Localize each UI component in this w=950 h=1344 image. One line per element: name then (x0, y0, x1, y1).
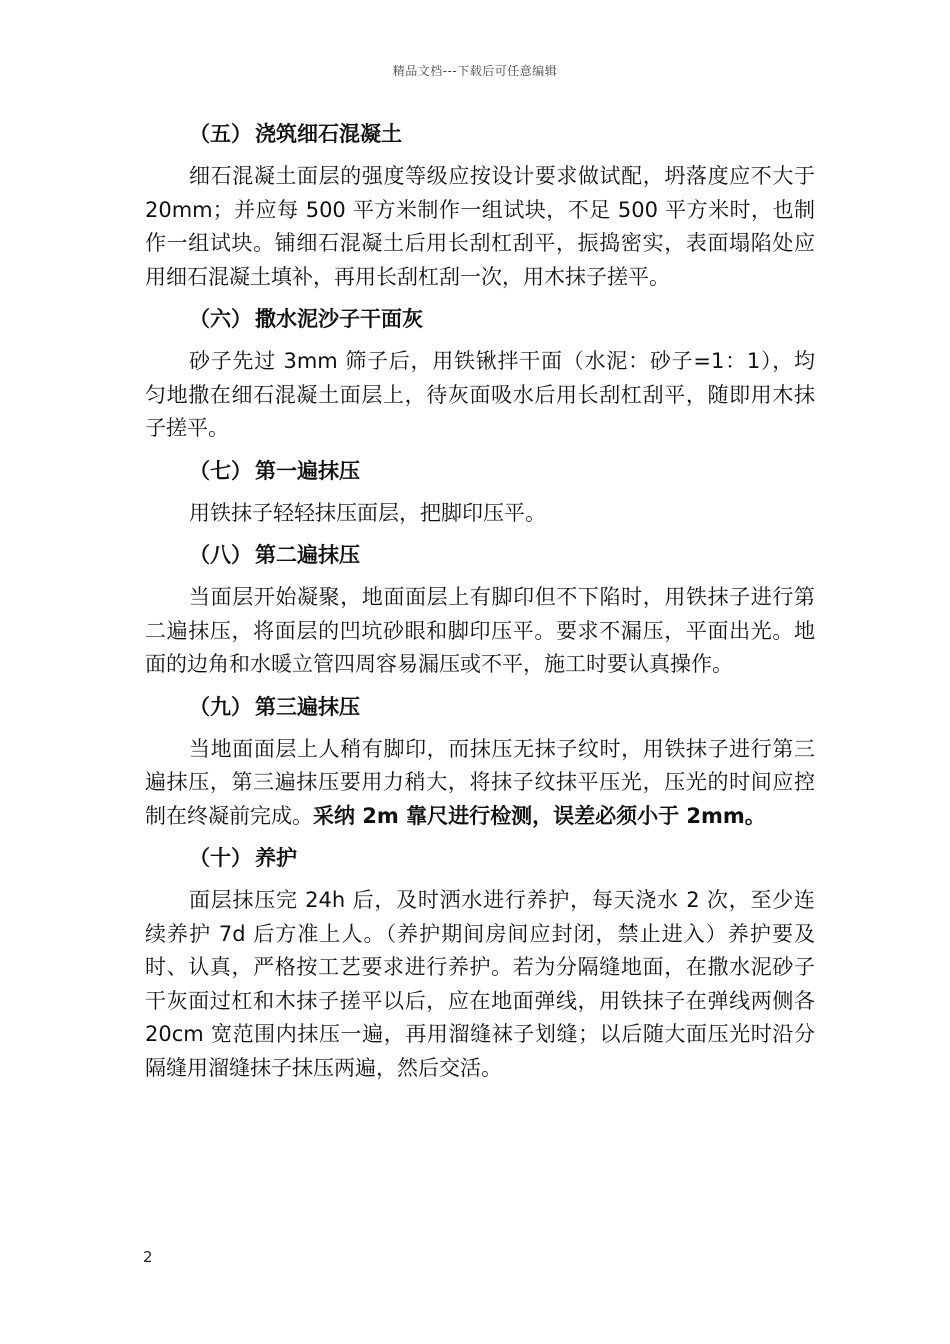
section-number: （六） (189, 307, 252, 331)
section-title: 养护 (255, 846, 297, 870)
section-heading-6 (145, 303, 815, 336)
section-number: （七） (189, 458, 252, 483)
section-paragraph-5: 细石混凝土面层的强度等级应按设计要求做试配，坍落度应不大于 20mm；并应每 500 平方米制作一组试块，不足 500 平方米时，也制作一组试块。铺细石混凝土后用长刮杠刮平，振捣密实，表面塌陷处应用细石混凝土填补，再用长刮杠刮一次，用木抹子搓平。 (145, 164, 815, 289)
section-paragraph-6: 砂子先过 3mm 筛子后，用铁锹拌干面（水泥：砂子=1：1），均匀地撒在细石混凝土面层上，待灰面吸水后用长刮杠刮平，随即用木抹子搓平。 (145, 349, 815, 440)
section-heading-8 (145, 539, 815, 572)
section-number: （十） (189, 846, 252, 870)
section-heading-10 (145, 842, 815, 875)
section-title: 第二遍抹压 (255, 543, 360, 567)
section-title: 第一遍抹压 (255, 458, 360, 483)
section-paragraph-10: 面层抹压完 24h 后，及时洒水进行养护，每天浇水 2 次，至少连续养护 7d 后方准上人。（养护期间房间应封闭，禁止进入）养护要及时、认真，严格按工艺要求进行养护。若为分隔缝地面，在撒水泥砂子干灰面过杠和木抹子搓平以后，应在地面弹线，用铁抹子在弹线两侧各 20cm 宽范围内抹压一遍，再用溜缝袜子划缝；以后随大面压光时沿分隔缝用溜缝抹子抹压两遍，然后交活。 (145, 888, 815, 1080)
section-number: （九） (189, 694, 252, 719)
document-body (145, 118, 815, 1094)
section-title: 撒水泥沙子干面灰 (255, 307, 423, 331)
section-paragraph-7: 用铁抹子轻轻抹压面层，把脚印压平。 (189, 500, 546, 525)
page-number: 2 (143, 1248, 153, 1266)
section-number: （八） (189, 543, 252, 567)
section-heading-7 (145, 455, 815, 488)
page-header: 精品文档---下载后可任意编辑 (392, 64, 558, 78)
section-title: 浇筑细石混凝土 (255, 122, 402, 146)
section-title: 第三遍抹压 (255, 694, 360, 719)
paragraph-text: 当地面面层上人稍有脚印，而抹压无抹子纹时，用铁抹子进行第三遍抹压，第三遍抹压要用力稍大，将抹子纹抹平压光，压光的时间应控制在终凝前完成。 (145, 736, 815, 828)
section-number: （五） (189, 122, 252, 146)
emphasis-text: 采纳 2m 靠尺进行检测，误差必须小于 2mm。 (313, 803, 766, 828)
section-heading-9 (145, 691, 815, 724)
section-paragraph-9 (145, 733, 815, 834)
section-heading-5 (145, 118, 815, 151)
section-paragraph-8: 当面层开始凝聚，地面面层上有脚印但不下陷时，用铁抹子进行第二遍抹压，将面层的凹坑砂眼和脚印压平。要求不漏压，平面出光。地面的边角和水暖立管四周容易漏压或不平，施工时要认真操作。 (145, 585, 815, 676)
